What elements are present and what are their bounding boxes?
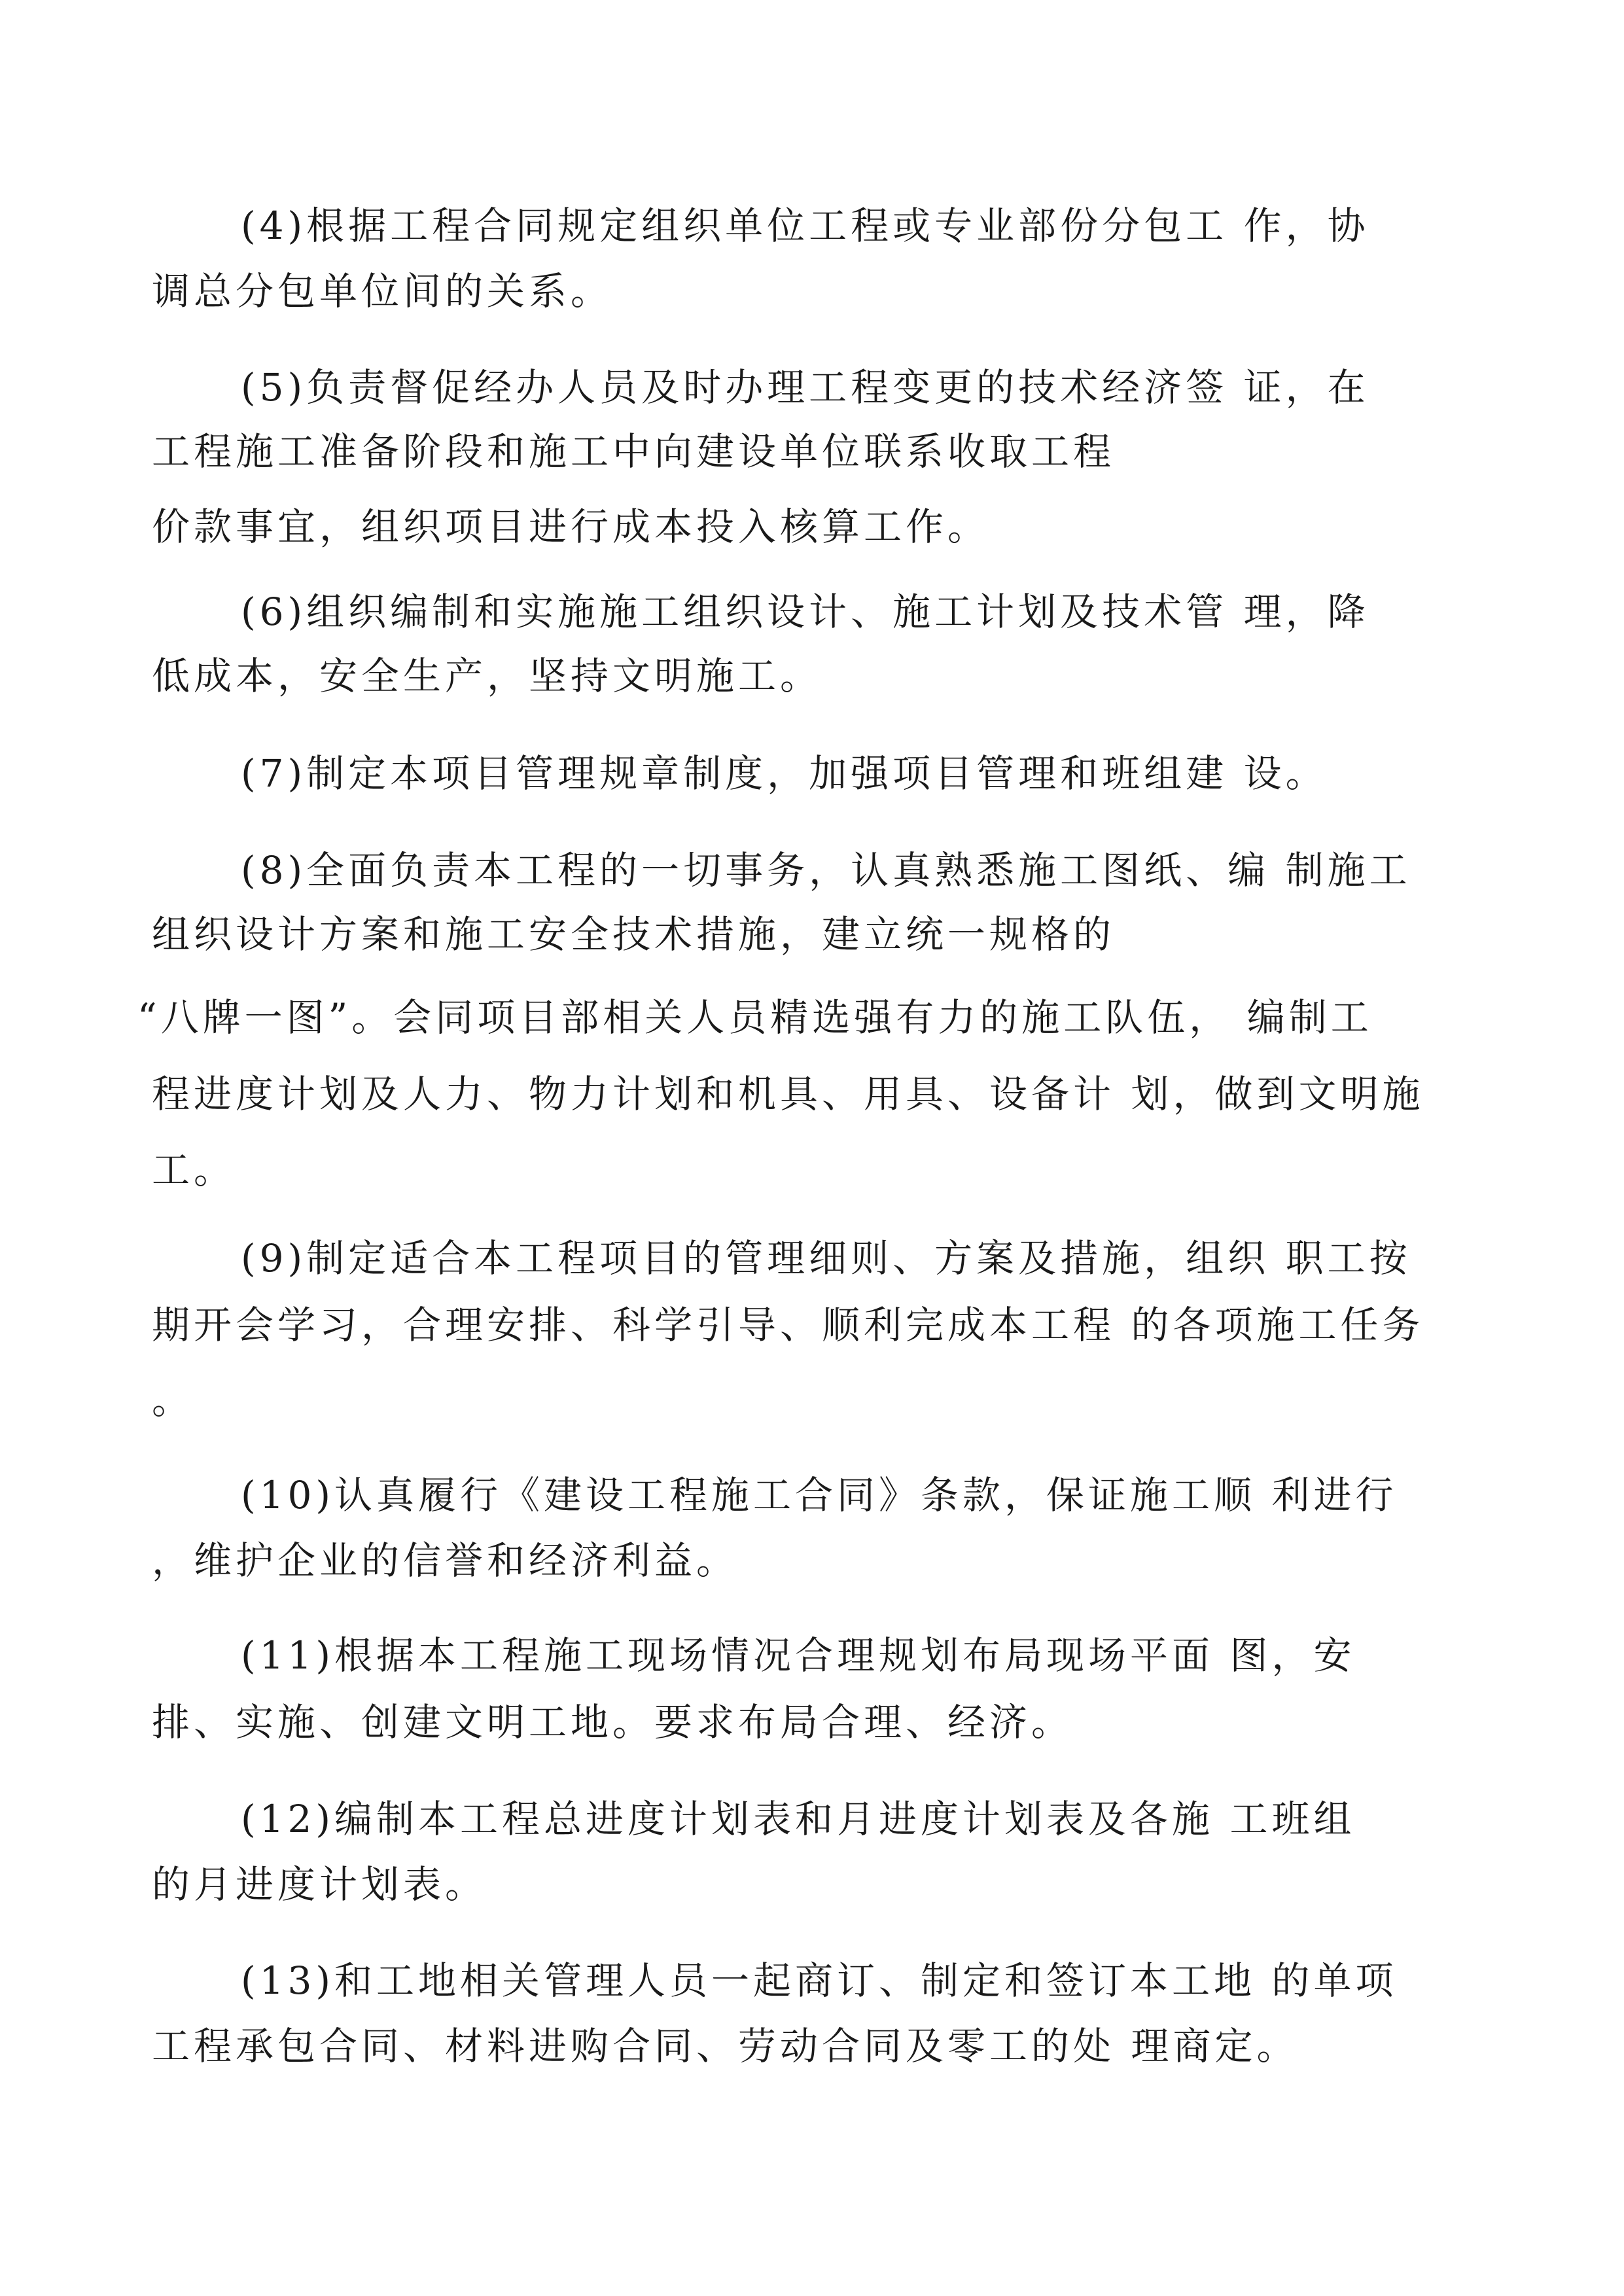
text-line: (10)认真履行《建设工程施工合同》条款，保证施工顺 利进行 (241, 1473, 1398, 1517)
text-line: (6)组织编制和实施施工组织设计、施工计划及技术管 理，降 (241, 590, 1369, 634)
text-line: ，维护企业的信誉和经济利益。 (152, 1538, 739, 1583)
text-line: (7)制定本项目管理规章制度，加强项目管理和班组建 设。 (241, 751, 1328, 796)
text-line: (9)制定适合本工程项目的管理细则、方案及措施，组织 职工按 (241, 1236, 1411, 1280)
text-line: (11)根据本工程施工现场情况合理规划布局现场平面 图，安 (241, 1633, 1356, 1678)
text-line: 工程承包合同、材料进购合同、劳动合同及零工的处 理商定。 (152, 2024, 1299, 2068)
text-line: 期开会学习，合理安排、科学引导、顺利完成本工程 的各项施工任务 (152, 1303, 1424, 1347)
text-line: 工。 (152, 1148, 236, 1192)
text-line: 排、实施、创建文明工地。要求布局合理、经济。 (152, 1700, 1074, 1744)
text-line: (13)和工地相关管理人员一起商订、制定和签订本工地 的单项 (241, 1958, 1398, 2003)
text-line: 。 (152, 1378, 194, 1422)
text-line: “八牌一图”。会同项目部相关人员精选强有力的施工队伍， 编制工 (137, 995, 1373, 1040)
text-line: 低成本，安全生产，坚持文明施工。 (152, 654, 822, 698)
text-line: 组织设计方案和施工安全技术措施，建立统一规格的 (152, 912, 1116, 957)
text-line: (4)根据工程合同规定组织单位工程或专业部份分包工 作，协 (241, 203, 1369, 248)
text-line: 调总分包单位间的关系。 (152, 269, 613, 313)
text-line: (8)全面负责本工程的一切事务，认真熟悉施工图纸、编 制施工 (241, 848, 1411, 892)
text-line: 程进度计划及人力、物力计划和机具、用具、设备计 划，做到文明施 (152, 1072, 1424, 1116)
text-line: 工程施工准备阶段和施工中向建设单位联系收取工程 (152, 429, 1116, 474)
text-line: 的月进度计划表。 (152, 1862, 487, 1907)
text-line: 价款事宜，组织项目进行成本投入核算工作。 (152, 504, 990, 549)
text-line: (12)编制本工程总进度计划表和月进度计划表及各施 工班组 (241, 1797, 1356, 1841)
text-line: (5)负责督促经办人员及时办理工程变更的技术经济签 证，在 (241, 365, 1369, 410)
